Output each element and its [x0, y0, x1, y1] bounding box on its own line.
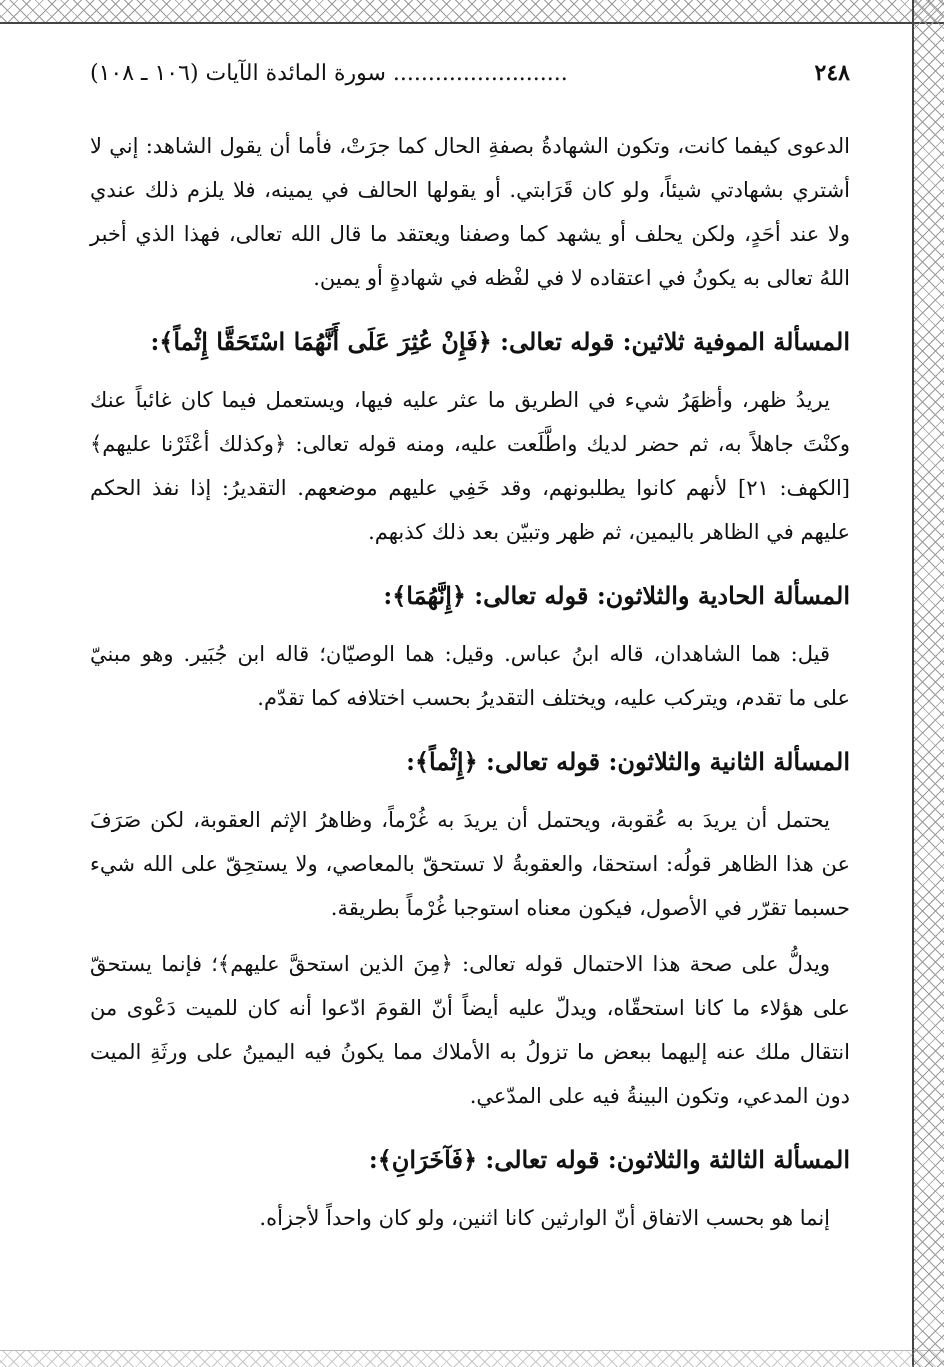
paragraph-4: يحتمل أن يريدَ به عُقوبة، ويحتمل أن يريدَ به غُرْماً، وظاهرُ الإثم العقوبة، لكن صَرَفَ عن هذا الظاهر قولُه: استحقا، والعقوبةُ لا تستحقّ بالمعاصي، ولا يستحِقّ على الله شيء حسبما تقرّر في الأصول، فيكون معناه استوجبا غُرْماً بطريقة. [90, 808, 850, 920]
section-heading-30: المسألة الموفية ثلاثين: قوله تعالى: ﴿فَإِنْ عُثِرَ عَلَى أَنَّهُمَا اسْتَحَقَّا إِثْماً﴾: [150, 327, 850, 356]
running-title: ......................... سورة المائدة الآيات (١٠٦ ـ ١٠٨) [90, 61, 568, 86]
page-number: ٢٤٨ [814, 60, 850, 86]
decorative-border-top [0, 0, 944, 24]
quran-verse: ﴿إِنَّهُمَا﴾ [392, 581, 466, 610]
paragraph-3: قيل: هما الشاهدان، قاله ابنُ عباس. وقيل: هما الوصيّان؛ قاله ابن جُبَير. وهو مبنيّ على ما تقدم، ويتركب عليه، ويختلف التقديرُ بحسب اختلافه كما تقدّم. [90, 642, 850, 710]
decorative-border-bottom [0, 1350, 944, 1367]
paragraph-6: إنما هو بحسب الاتفاق أنّ الوارثين كانا اثنين، ولو كان واحداً لأجزأه. [259, 1206, 830, 1230]
quran-verse: ﴿فَآخَرَانِ﴾ [377, 1145, 478, 1174]
decorative-border-right [912, 0, 944, 1367]
paragraph-2: يريدُ ظهر، وأظهَرُ شيء في الطريق ما عثر عليه فيها، ويستعمل فيما كان غائباً عنك وكنْتَ جاهلاً به، ثم حضر لديك واطَّلَعت عليه، ومنه قوله تعالى: ﴿وكذلك أعْثَرْنا عليهم﴾ [الكهف: ٢١] لأنهم كانوا يطلبونهم، وقد خَفِي عليهم موضعهم. التقديرُ: إذا نفذ الحكم عليهم في الظاهر باليمين، ثم ظهر وتبيّن بعد ذلك كذبهم. [90, 388, 850, 544]
page-content [90, 60, 850, 1252]
section-heading-33: المسألة الثالثة والثلاثون: قوله تعالى: ﴿فَآخَرَانِ﴾: [368, 1145, 850, 1174]
section-heading-32: المسألة الثانية والثلاثون: قوله تعالى: ﴿إِثْماً﴾: [406, 747, 850, 776]
page-header [90, 60, 850, 86]
paragraph-5: ويدلُّ على صحة هذا الاحتمال قوله تعالى: ﴿مِنَ الذين استحقَّ عليهم﴾؛ فإنما يستحقّ على هؤلاء ما كانا استحقّاه، ويدلّ عليه أيضاً أنّ القومَ ادّعوا أنه كان للميت دَعْوى من انتقال ملك عنه إليهما ببعض ما تزولُ به الأملاك مما يكونُ فيه اليمينُ على ورثَةِ الميت دون المدعي، وتكون البينةُ فيه على المدّعي. [90, 952, 850, 1108]
quran-verse: ﴿فَإِنْ عُثِرَ عَلَى أَنَّهُمَا اسْتَحَقَّا إِثْماً﴾ [159, 327, 492, 356]
section-heading-31: المسألة الحادية والثلاثون: قوله تعالى: ﴿إِنَّهُمَا﴾: [383, 581, 850, 610]
quran-verse: ﴿إِثْماً﴾ [414, 747, 478, 776]
paragraph-1: الدعوى كيفما كانت، وتكون الشهادةُ بصفةِ الحال كما جرَتْ، فأما أن يقول الشاهد: إني لا أشتري بشهادتي شيئاً، ولو كان قَرَابتي. أو يقولها الحالف في يمينه، فلا يلزم ذلك عندي ولا عند أحَدٍ، ولكن يحلف أو يشهد كما وصفنا ويعتقد ما قال الله تعالى، فهذا الذي أخبر اللهُ تعالى به يكونُ في اعتقاده لا في لفْظه في شهادةٍ أو يمين. [90, 134, 850, 290]
